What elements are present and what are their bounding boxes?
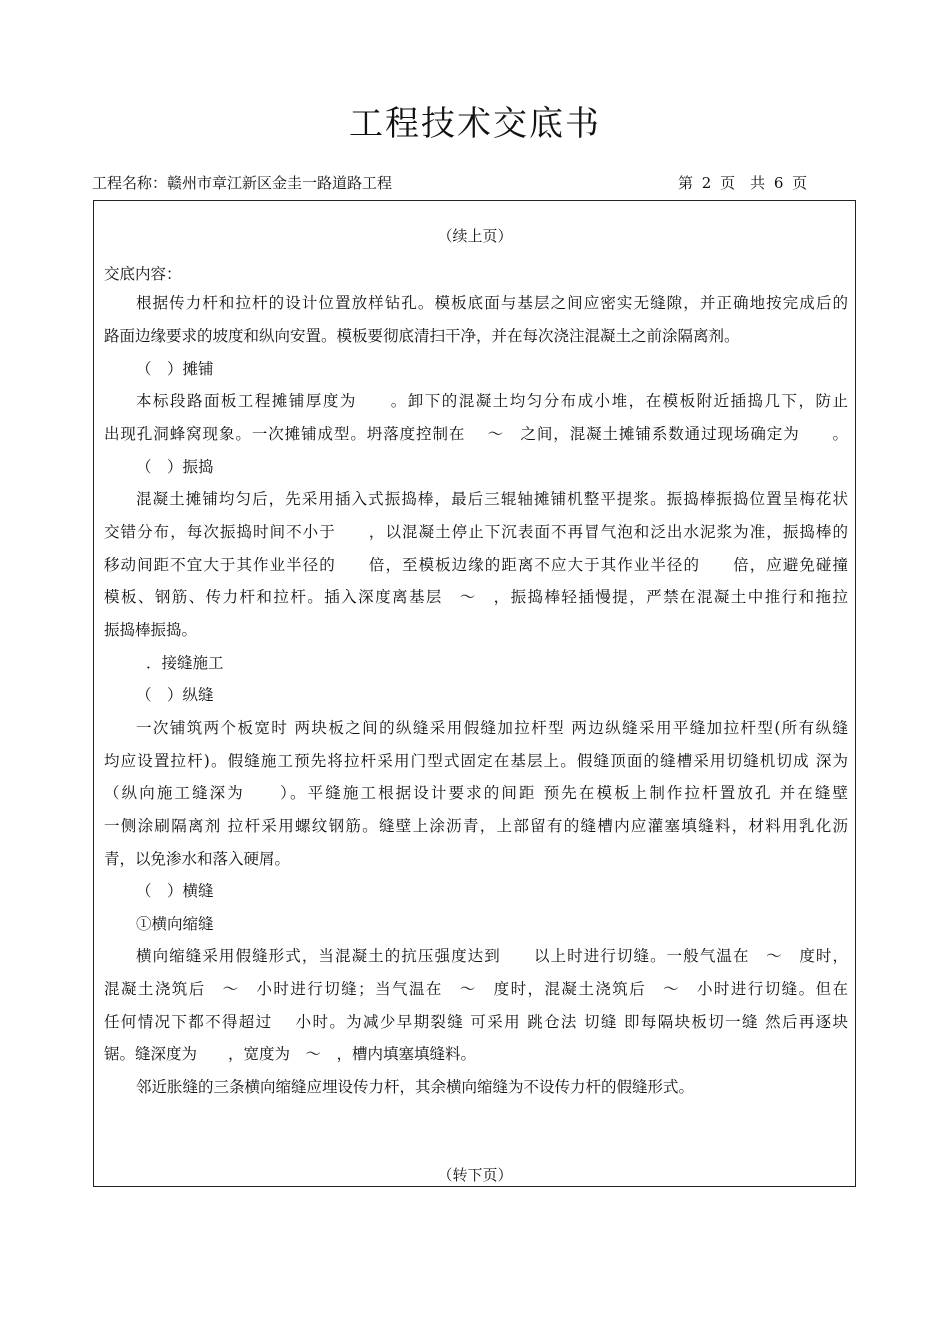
subheading: ①横向缩缝 xyxy=(136,915,214,933)
paragraph-line: 出现孔洞蜂窝现象。一次摊铺成型。坍落度控制在 ～ 之间，混凝土摊铺系数通过现场确定为 。 xyxy=(104,425,848,443)
paragraph-line: （纵向施工缝深为 ）。平缝施工根据设计要求的间距 预先在模板上制作拉杆置放孔 并在缝壁 xyxy=(104,784,848,802)
paragraph-line: 青，以免渗水和落入硬屑。 xyxy=(104,850,291,868)
paragraph-line: 混凝土浇筑后 ～ 小时进行切缝；当气温在 ～ 度时，混凝土浇筑后 ～ 小时进行切缝。但在 xyxy=(104,980,848,998)
paragraph-line: 交错分布，每次振捣时间不小于 ，以混凝土停止下沉表面不再冒气泡和泛出水泥浆为准，振捣棒的 xyxy=(104,523,848,541)
paragraph-line: 本标段路面板工程摊铺厚度为 。卸下的混凝土均匀分布成小堆，在模板附近插捣几下，防止 xyxy=(136,392,848,410)
paragraph-line: 移动间距不宜大于其作业半径的 倍，至模板边缘的距离不应大于其作业半径的 倍，应避免碰撞 xyxy=(104,556,848,574)
paragraph-line: 模板、钢筋、传力杆和拉杆。插入深度离基层 ～ ，振捣棒轻插慢提，严禁在混凝土中推行和拖拉 xyxy=(104,588,848,606)
continued-from-previous: （续上页） xyxy=(437,227,513,245)
paragraph-line: 任何情况下都不得超过 小时。为减少早期裂缝 可采用 跳仓法 切缝 即每隔块板切一缝 然后再逐块 xyxy=(104,1013,848,1031)
page-number: 第 2 页 共 6 页 xyxy=(678,174,808,192)
paragraph-line: 混凝土摊铺均匀后，先采用插入式振捣棒，最后三辊轴摊铺机整平提浆。振捣棒振捣位置呈梅花状 xyxy=(136,490,848,508)
paragraph-line: 一侧涂刷隔离剂 拉杆采用螺纹钢筋。缝壁上涂沥青，上部留有的缝槽内应灌塞填缝料，材料用乳化沥 xyxy=(104,817,848,835)
subheading: ．接缝施工 xyxy=(146,654,224,672)
paragraph-line: 锯。缝深度为 ，宽度为 ～ ，槽内填塞填缝料。 xyxy=(104,1045,477,1063)
subheading: （ ）纵缝 xyxy=(136,686,214,704)
paragraph-line: 一次铺筑两个板宽时 两块板之间的纵缝采用假缝加拉杆型 两边纵缝采用平缝加拉杆型(所有纵缝 xyxy=(136,719,848,737)
paragraph-line: 均应设置拉杆)。假缝施工预先将拉杆采用门型式固定在基层上。假缝顶面的缝槽采用切缝机切成 深为 xyxy=(104,752,848,770)
section-label: 交底内容： xyxy=(104,265,182,283)
paragraph-line: 路面边缘要求的坡度和纵向安置。模板要彻底清扫干净，并在每次浇注混凝土之前涂隔离剂。 xyxy=(104,327,740,345)
paragraph-line: 邻近胀缝的三条横向缩缝应埋设传力杆，其余横向缩缝为不设传力杆的假缝形式。 xyxy=(136,1078,695,1096)
subheading: （ ）摊铺 xyxy=(136,360,214,378)
document-title: 工程技术交底书 xyxy=(349,104,601,144)
paragraph-line: 振捣棒振捣。 xyxy=(104,621,198,639)
paragraph-line: 横向缩缝采用假缝形式，当混凝土的抗压强度达到 以上时进行切缝。一般气温在 ～ 度时， xyxy=(136,947,848,965)
paragraph-line: 根据传力杆和拉杆的设计位置放样钻孔。模板底面与基层之间应密实无缝隙，并正确地按完成后的 xyxy=(136,294,848,312)
subheading: （ ）振捣 xyxy=(136,458,214,476)
project-name: 工程名称：赣州市章江新区金圭一路道路工程 xyxy=(92,174,393,192)
subheading: （ ）横缝 xyxy=(136,882,214,900)
continued-on-next: （转下页） xyxy=(437,1166,513,1184)
